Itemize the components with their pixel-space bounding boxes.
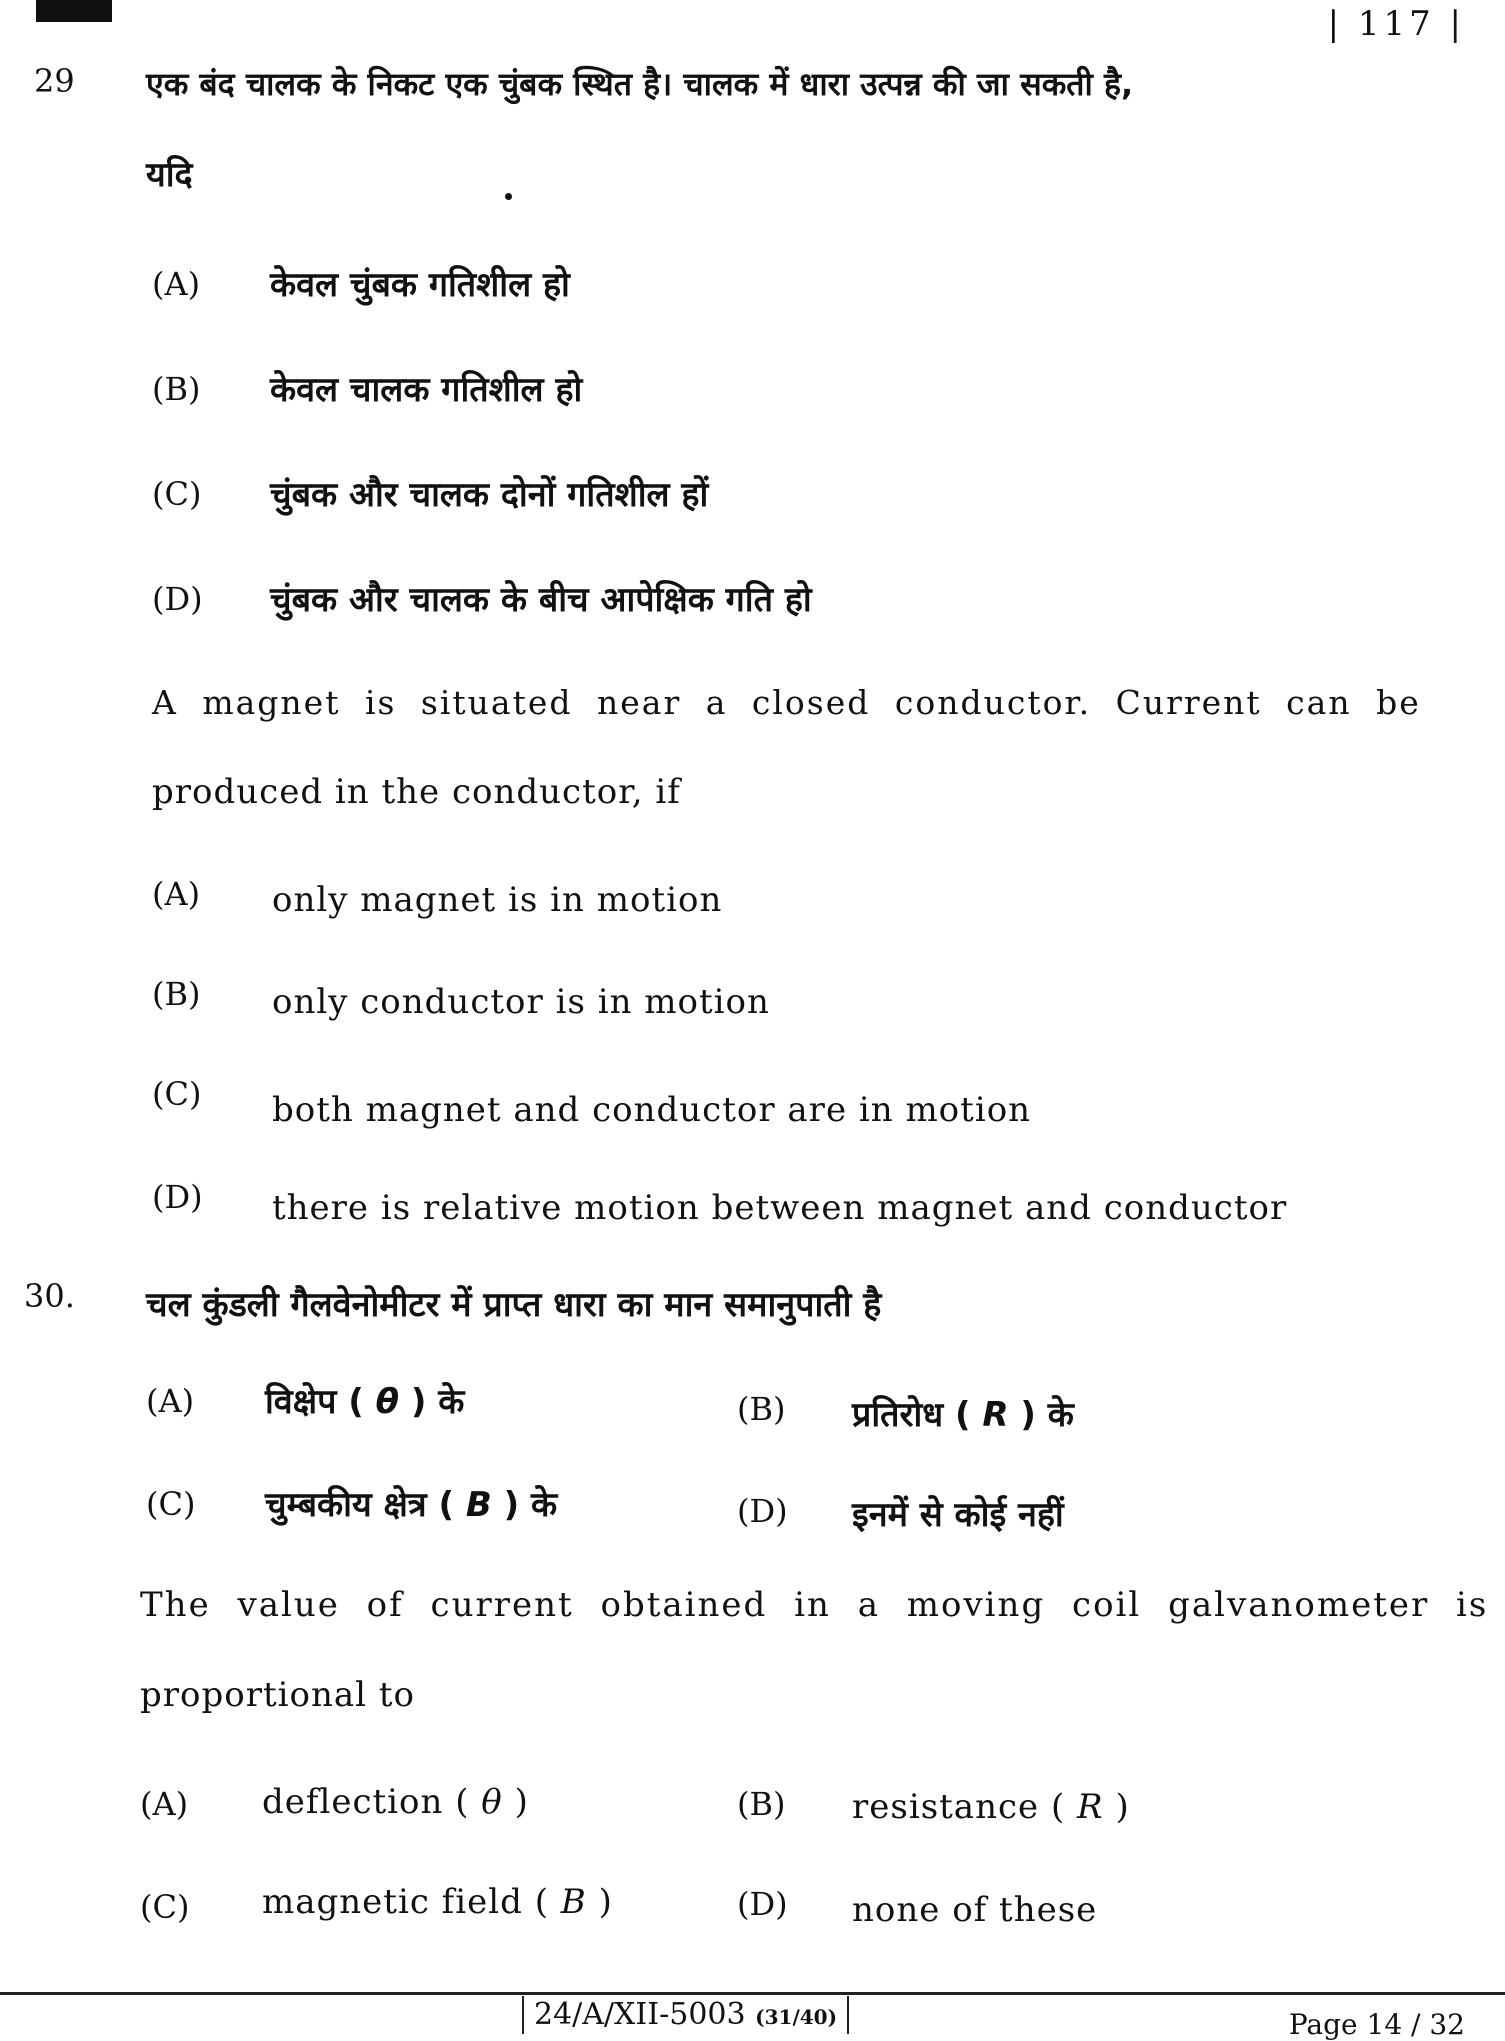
q29-english-option-b-label: (B) (152, 975, 201, 1013)
q29-hindi-option-b: केवल चालक गतिशील हो (270, 370, 583, 410)
q30-hindi-option-a-label: (A) (146, 1382, 195, 1420)
footer-rule (0, 1992, 1505, 1995)
page-number: | 117 | (1327, 4, 1465, 44)
q29-hindi-option-c: चुंबक और चालक दोनों गतिशील हों (270, 475, 709, 515)
q30-hindi-option-c-label: (C) (146, 1485, 196, 1523)
q29-english-option-c: both magnet and conductor are in motion (272, 1090, 1032, 1130)
q30-hindi-option-a: विक्षेप ( θ ) के (265, 1382, 465, 1422)
q29-hindi-option-d: चुंबक और चालक के बीच आपेक्षिक गति हो (270, 580, 812, 620)
question-number-30: 30. (24, 1277, 75, 1315)
question-number-29: 29 (34, 62, 75, 100)
q30-hindi-option-d-label: (D) (737, 1492, 788, 1530)
q29-hindi-option-a-label: (A) (152, 265, 201, 303)
header-tab-mark (36, 0, 112, 22)
q30-english-option-d: none of these (852, 1890, 1098, 1930)
q30-hindi-option-b-label: (B) (737, 1390, 786, 1428)
q29-english-option-a: only magnet is in motion (272, 880, 723, 920)
q29-hindi-option-a: केवल चुंबक गतिशील हो (270, 265, 570, 305)
q29-hindi-option-d-label: (D) (152, 580, 203, 618)
q29-english-question-line2: produced in the conductor, if (152, 772, 681, 812)
q30-english-option-b-label: (B) (737, 1785, 786, 1823)
q30-english-option-a-label: (A) (140, 1785, 189, 1823)
q30-english-option-c: magnetic field ( B ) (262, 1882, 613, 1922)
q30-hindi-option-d: इनमें से कोई नहीं (852, 1495, 1064, 1535)
q30-english-question-line1: The value of current obtained in a moving coil galvanometer is (140, 1585, 1489, 1625)
stray-dot (505, 193, 512, 200)
q30-english-option-d-label: (D) (737, 1885, 788, 1923)
footer-page-number: Page 14 / 32 (1288, 2008, 1465, 2041)
q29-hindi-option-c-label: (C) (152, 475, 202, 513)
q29-english-option-c-label: (C) (152, 1075, 202, 1113)
q29-english-option-a-label: (A) (152, 875, 201, 913)
q29-hindi-question-line1: एक बंद चालक के निकट एक चुंबक स्थित है। चालक में धारा उत्पन्न की जा सकती है, (146, 65, 1134, 103)
q30-english-option-a: deflection ( θ ) (262, 1782, 529, 1822)
q30-hindi-option-c: चुम्बकीय क्षेत्र ( B ) के (265, 1485, 558, 1525)
q29-english-option-b: only conductor is in motion (272, 982, 770, 1022)
q29-english-option-d-label: (D) (152, 1178, 203, 1216)
q29-english-option-d: there is relative motion between magnet and conductor (272, 1188, 1288, 1228)
q29-hindi-question-line2: यदि (146, 155, 193, 195)
q30-hindi-option-b: प्रतिरोध ( R ) के (852, 1395, 1074, 1435)
q29-english-question-line1: A magnet is situated near a closed conductor. Current can be (152, 683, 1421, 722)
q29-hindi-option-b-label: (B) (152, 370, 201, 408)
q30-english-question-line2: proportional to (140, 1675, 415, 1715)
q30-hindi-question: चल कुंडली गैलवेनोमीटर में प्राप्त धारा का मान समानुपाती है (146, 1285, 882, 1325)
q30-english-option-c-label: (C) (140, 1888, 190, 1926)
footer-paper-code: 24/A/XII-5003 (31/40) (522, 1996, 849, 2034)
q30-english-option-b: resistance ( R ) (852, 1787, 1130, 1827)
